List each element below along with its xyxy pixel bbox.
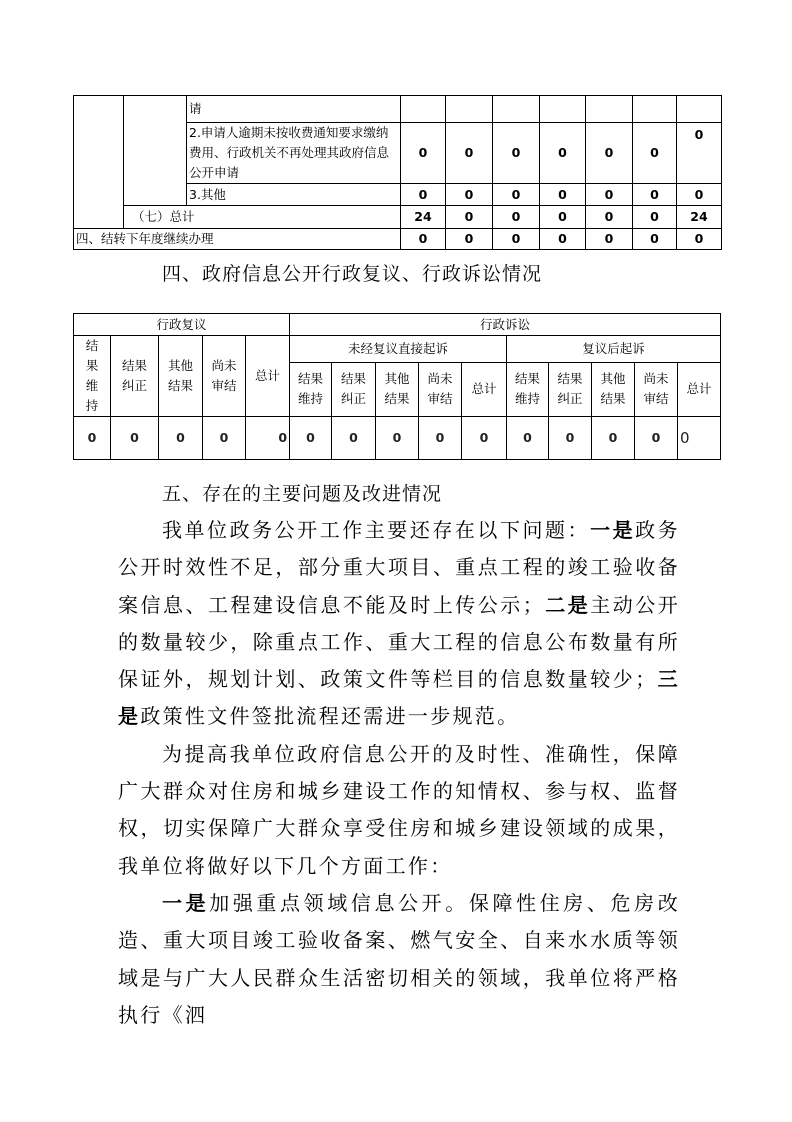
header-direct: 未经复议直接起诉 xyxy=(290,336,507,363)
cell: 0 xyxy=(677,123,722,184)
cell: 0 xyxy=(507,417,549,460)
cell: 0 xyxy=(586,206,633,229)
cell: 0 xyxy=(540,206,586,229)
column-header: 总计 xyxy=(246,336,290,417)
cell: 0 xyxy=(633,123,677,184)
cell: 0 xyxy=(159,417,203,460)
text-run: 三是 xyxy=(118,667,680,729)
cell: 0 xyxy=(111,417,159,460)
column-header: 结果维持 xyxy=(290,362,332,416)
cell: 0 xyxy=(74,417,111,460)
text-run: 政策性文件签批流程还需进一步规范。 xyxy=(140,704,520,729)
text-run: 二是 xyxy=(545,592,591,617)
cell: 0 xyxy=(540,184,586,206)
cell: 0 xyxy=(540,123,586,184)
column-header: 总计 xyxy=(462,362,507,416)
header-litigation: 行政诉讼 xyxy=(290,314,721,336)
cell: 0 xyxy=(633,184,677,206)
request-handling-table xyxy=(73,95,722,250)
cell: 0 xyxy=(549,417,592,460)
text-run: 一是 xyxy=(162,890,210,915)
review-litigation-table xyxy=(73,313,721,460)
row-label: 请 xyxy=(187,96,401,123)
cell: 0 xyxy=(493,229,540,250)
total-row xyxy=(74,206,722,229)
text-run: 一是 xyxy=(590,518,636,542)
table-row xyxy=(74,96,722,123)
cell: 0 xyxy=(401,229,446,250)
column-header: 结果维持 xyxy=(74,336,111,417)
text-run: 加强重点领域信息公开。保障性住房、危房改造、重大项目竣工验收备案、燃气安全、自来水水质等领域是与广大人民群众生活密切相关的领域，我单位将严格执行《泗 xyxy=(118,890,681,1027)
cell: 0 xyxy=(586,123,633,184)
column-header: 其他结果 xyxy=(376,362,419,416)
body-text xyxy=(118,512,680,1034)
row-label: （七）总计 xyxy=(124,206,401,229)
column-header: 结果纠正 xyxy=(332,362,376,416)
cell: 0 xyxy=(493,184,540,206)
text-run: 主动公开的数量较少，除重点工作、重大工程的信息公布数量有所保证外，规划计划、政策文件等栏目的信息数量较少； xyxy=(118,592,681,692)
column-header: 尚未审结 xyxy=(635,362,678,416)
section-heading-4: 四、政府信息公开行政复议、行政诉讼情况 xyxy=(162,263,543,285)
cell: 0 xyxy=(376,417,419,460)
cell: 0 xyxy=(586,184,633,206)
cell: 0 xyxy=(678,417,721,460)
cell: 0 xyxy=(246,417,290,460)
paragraph xyxy=(118,885,680,1034)
cell: 0 xyxy=(446,123,493,184)
section-heading-5: 五、存在的主要问题及改进情况 xyxy=(162,483,443,505)
cell: 0 xyxy=(635,417,678,460)
column-header: 尚未审结 xyxy=(419,362,462,416)
cell: 0 xyxy=(677,184,722,206)
cell: 0 xyxy=(446,184,493,206)
cell: 0 xyxy=(462,417,507,460)
header-after: 复议后起诉 xyxy=(507,336,721,363)
cell: 0 xyxy=(332,417,376,460)
cell: 0 xyxy=(633,206,677,229)
row-label: 2.申请人逾期未按收费通知要求缴纳费用、行政机关不再处理其政府信息公开申请 xyxy=(187,123,401,184)
row-label: 3.其他 xyxy=(187,184,401,206)
header-review: 行政复议 xyxy=(74,314,290,336)
row-label: 四、结转下年度继续办理 xyxy=(74,229,401,250)
text-run: 为提高我单位政府信息公开的及时性、准确性，保障广大群众对住房和城乡建设工作的知情权、参与权、监督权，切实保障广大群众享受住房和城乡建设领域的成果，我单位将做好以下几个方面工作： xyxy=(118,741,680,878)
cell: 0 xyxy=(290,417,332,460)
cell: 0 xyxy=(446,229,493,250)
carry-row xyxy=(74,229,722,250)
cell: 0 xyxy=(419,417,462,460)
cell: 0 xyxy=(446,206,493,229)
text-run: 我单位政务公开工作主要还存在以下问题： xyxy=(162,518,591,542)
column-header: 尚未审结 xyxy=(203,336,246,417)
column-header: 其他结果 xyxy=(159,336,203,417)
cell: 24 xyxy=(677,206,722,229)
paragraph xyxy=(118,736,680,885)
cell: 0 xyxy=(401,184,446,206)
cell: 0 xyxy=(493,123,540,184)
text-run: 政务公开时效性不足，部分重大项目、重点工程的竣工验收备案信息、工程建设信息不能及时上传公示； xyxy=(118,518,680,617)
cell: 0 xyxy=(586,229,633,250)
column-header: 结果纠正 xyxy=(549,362,592,416)
cell: 0 xyxy=(592,417,635,460)
cell: 0 xyxy=(677,229,722,250)
cell: 0 xyxy=(203,417,246,460)
cell: 24 xyxy=(401,206,446,229)
paragraph xyxy=(118,512,680,736)
cell: 0 xyxy=(633,229,677,250)
cell: 0 xyxy=(540,229,586,250)
column-header: 结果维持 xyxy=(507,362,549,416)
column-header: 结果纠正 xyxy=(111,336,159,417)
cell: 0 xyxy=(401,123,446,184)
column-header: 总计 xyxy=(678,362,721,416)
column-header: 其他结果 xyxy=(592,362,635,416)
cell: 0 xyxy=(493,206,540,229)
